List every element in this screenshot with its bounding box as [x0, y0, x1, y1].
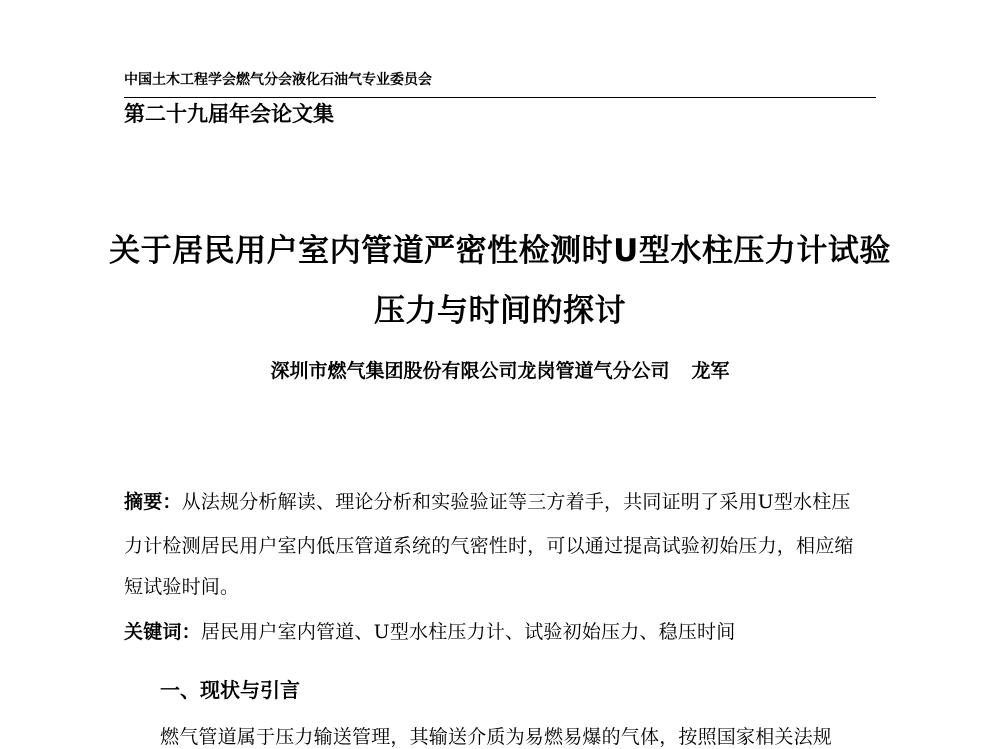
paper-title-line-1: 关于居民用户室内管道严密性检测时U型水柱压力计试验	[109, 233, 891, 269]
header-organization: 中国土木工程学会燃气分会液化石油气专业委员会	[124, 72, 432, 88]
author-name: 龙军	[691, 360, 730, 382]
abstract-line-3: 短试验时间。	[124, 576, 240, 598]
abstract-line-2: 力计检测居民用户室内低压管道系统的气密性时，可以通过提高试验初始压力，相应缩	[124, 535, 854, 557]
keywords-line	[124, 617, 735, 644]
abstract-label: 摘要：	[124, 491, 182, 513]
affiliation-organization: 深圳市燃气集团股份有限公司龙岗管道气分公司	[270, 360, 670, 382]
section-body-first-line: 燃气管道属于压力输送管理，其输送介质为易燃易爆的气体，按照国家相关法规	[160, 726, 833, 748]
keywords-label: 关键词：	[124, 621, 201, 643]
abstract-text-1: 从法规分析解读、理论分析和实验验证等三方着手，共同证明了采用U型水柱压	[181, 491, 851, 513]
header-proceedings-title: 第二十九届年会论文集	[124, 102, 334, 126]
abstract-line-1	[124, 487, 851, 514]
section-heading: 一、现状与引言	[160, 678, 300, 702]
keywords-text: 居民用户室内管道、U型水柱压力计、试验初始压力、稳压时间	[200, 621, 736, 643]
paper-title-line-2: 压力与时间的探讨	[374, 293, 626, 329]
author-affiliation	[0, 356, 1000, 383]
